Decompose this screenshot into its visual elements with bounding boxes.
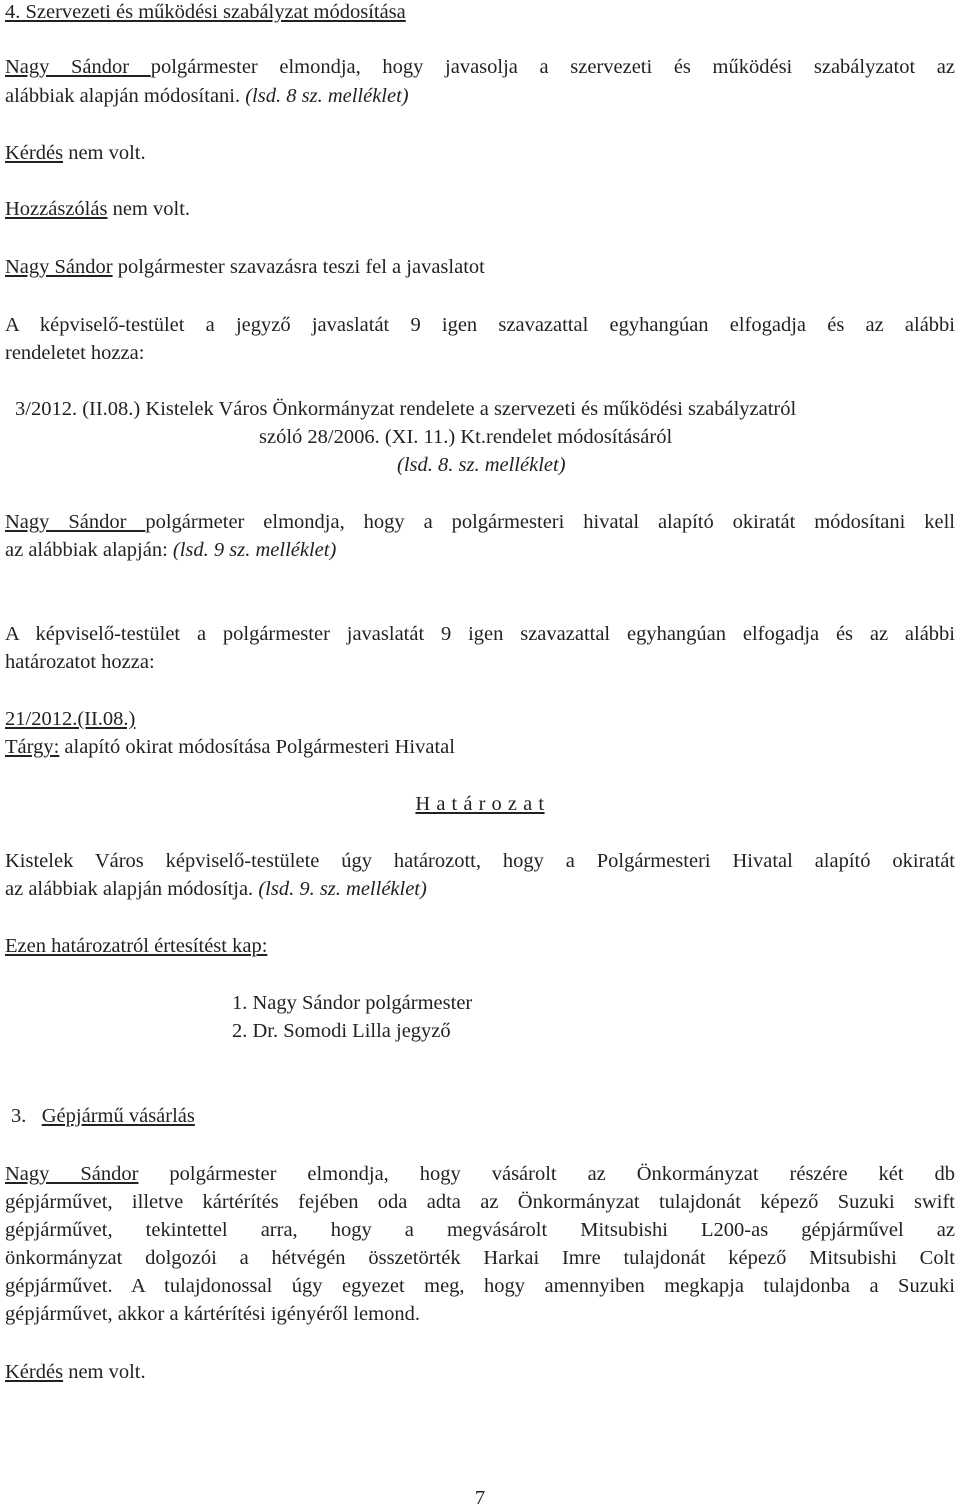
question-line: Kérdés nem volt. xyxy=(5,142,146,164)
notification-label: Ezen határozatról értesítést kap: xyxy=(5,935,268,957)
car-para-line-1: Nagy Sándor polgármester elmondja, hogy vásárolt az Önkormányzat részére két db xyxy=(5,1163,956,1185)
resolution-line-1: Kistelek Város képviselő-testülete úgy határozott, hogy a Polgármesteri Hivatal alapító okiratát xyxy=(5,850,955,872)
resolution-subject: Tárgy: alapító okirat módosítása Polgármesteri Hivatal xyxy=(5,736,455,758)
section-heading: 4. Szervezeti és működési szabályzat módosítása xyxy=(5,1,406,23)
car-para-line: gépjárművet, illetve kártérítés fejében oda adta az Önkormányzat tulajdonát képező Suzuki swift xyxy=(5,1191,955,1213)
decision-line-2: rendeletet hozza: xyxy=(5,342,145,364)
car-para-line: gépjárművet, tekintettel arra, hogy a megvásárolt Mitsubishi L200-as gépjárművel az xyxy=(5,1219,955,1241)
office-line-2: az alábbiak alapján: (lsd. 9 sz. melléklet) xyxy=(5,539,337,561)
recipient-item: 1. Nagy Sándor polgármester xyxy=(232,992,473,1014)
decision2-line-1: A képviselő-testület a polgármester javaslatát 9 igen szavazattal egyhangúan elfogadja és az alábbi xyxy=(5,623,955,645)
car-para-line: gépjárművet. A tulajdonossal úgy egyezet meg, hogy amennyiben megkapja tulajdonba a Suzuki xyxy=(5,1275,955,1297)
ordinance-reference: (lsd. 8. sz. melléklet) xyxy=(397,454,566,476)
vote-line: Nagy Sándor polgármester szavazásra teszi fel a javaslatot xyxy=(5,256,485,278)
page-number: 7 xyxy=(474,1487,486,1509)
intro-line-2: alábbiak alapján módosítani. (lsd. 8 sz. melléklet) xyxy=(5,85,409,107)
ordinance-line-1: 3/2012. (II.08.) Kistelek Város Önkormányzat rendelete a szervezeti és működési szabályzatról xyxy=(15,398,797,420)
car-para-last-line: gépjárművet, akkor a kártérítési igényéről lemond. xyxy=(5,1303,420,1325)
recipient-item: 2. Dr. Somodi Lilla jegyző xyxy=(232,1020,451,1042)
office-line-1: Nagy Sándor polgármeter elmondja, hogy a polgármesteri hivatal alapító okiratát módosítani kell xyxy=(5,511,955,533)
intro-line-1: Nagy Sándor polgármester elmondja, hogy javasolja a szervezeti és működési szabályzatot az xyxy=(5,56,955,78)
resolution-title: H a t á r o z a t xyxy=(415,793,545,815)
question-line-2: Kérdés nem volt. xyxy=(5,1361,146,1383)
section3-heading: 3. Gépjármű vásárlás xyxy=(11,1105,195,1127)
ordinance-line-2: szóló 28/2006. (XI. 11.) Kt.rendelet módosításáról xyxy=(259,426,673,448)
resolution-number: 21/2012.(II.08.) xyxy=(5,708,136,730)
decision-line-1: A képviselő-testület a jegyző javaslatát 9 igen szavazattal egyhangúan elfogadja és az alábbi xyxy=(5,314,955,336)
car-para-line: önkormányzat dolgozói a hétvégén összetörték Harkai Imre tulajdonát képező Mitsubishi Colt xyxy=(5,1247,955,1269)
resolution-line-2: az alábbiak alapján módosítja. (lsd. 9. sz. melléklet) xyxy=(5,878,427,900)
decision2-line-2: határozatot hozza: xyxy=(5,651,155,673)
comment-line: Hozzászólás nem volt. xyxy=(5,198,191,220)
